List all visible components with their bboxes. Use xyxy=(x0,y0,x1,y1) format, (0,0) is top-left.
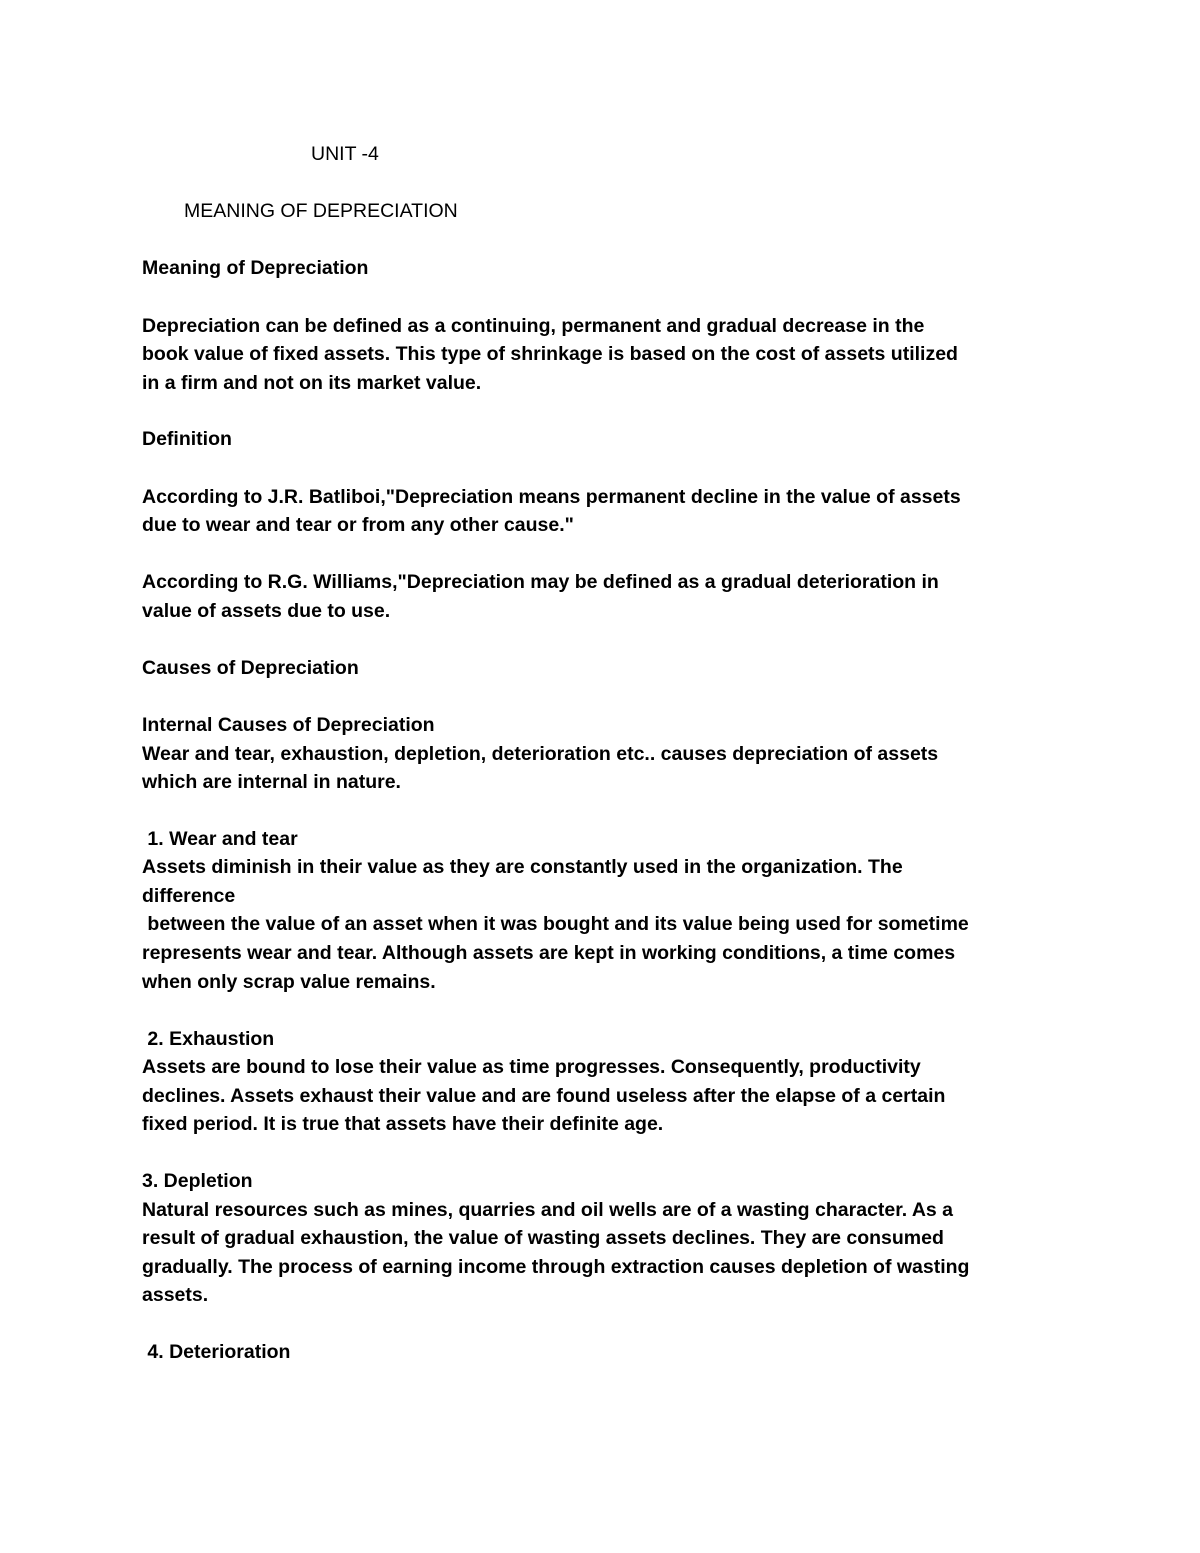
internal-causes-line: which are internal in nature. xyxy=(142,771,401,793)
wear-and-tear-line: Assets diminish in their value as they are constantly used in the organization. The xyxy=(142,856,903,878)
internal-causes-line: Wear and tear, exhaustion, depletion, deterioration etc.. causes depreciation of assets xyxy=(142,743,939,765)
wear-and-tear-line: between the value of an asset when it was bought and its value being used for sometime xyxy=(142,913,969,935)
wear-and-tear-line: difference xyxy=(142,885,236,907)
exhaustion-line: Assets are bound to lose their value as time progresses. Consequently, productivity xyxy=(142,1056,921,1078)
exhaustion-line: declines. Assets exhaust their value and are found useless after the elapse of a certain xyxy=(142,1085,946,1107)
depletion-heading: 3. Depletion xyxy=(142,1170,253,1192)
wear-and-tear-line: represents wear and tear. Although assets are kept in working conditions, a time comes xyxy=(142,942,956,964)
wear-and-tear-heading: 1. Wear and tear xyxy=(142,828,298,850)
meaning-heading: Meaning of Depreciation xyxy=(142,257,369,279)
deterioration-heading: 4. Deterioration xyxy=(142,1341,291,1363)
depletion-line: result of gradual exhaustion, the value of wasting assets declines. They are consumed xyxy=(142,1227,944,1249)
definition-williams-line: According to R.G. Williams,"Depreciation may be defined as a gradual deterioration in xyxy=(142,571,939,593)
meaning-paragraph-line: Depreciation can be defined as a continuing, permanent and gradual decrease in the xyxy=(142,315,925,337)
meaning-paragraph-line: in a firm and not on its market value. xyxy=(142,372,482,394)
definition-williams-line: value of assets due to use. xyxy=(142,600,391,622)
depletion-line: assets. xyxy=(142,1284,209,1306)
depletion-line: gradually. The process of earning income through extraction causes depletion of wasting xyxy=(142,1256,970,1278)
definition-batliboi-line: due to wear and tear or from any other cause." xyxy=(142,514,574,536)
definition-batliboi-line: According to J.R. Batliboi,"Depreciation means permanent decline in the value of assets xyxy=(142,486,961,508)
internal-causes-heading: Internal Causes of Depreciation xyxy=(142,714,435,736)
exhaustion-heading: 2. Exhaustion xyxy=(142,1028,275,1050)
depletion-line: Natural resources such as mines, quarries and oil wells are of a wasting character. As a xyxy=(142,1199,954,1221)
causes-heading: Causes of Depreciation xyxy=(142,657,359,679)
section-title: MEANING OF DEPRECIATION xyxy=(184,200,458,222)
exhaustion-line: fixed period. It is true that assets have their definite age. xyxy=(142,1113,664,1135)
wear-and-tear-line: when only scrap value remains. xyxy=(142,971,436,993)
definition-heading: Definition xyxy=(142,428,232,450)
meaning-paragraph-line: book value of fixed assets. This type of shrinkage is based on the cost of assets utilized xyxy=(142,343,958,365)
unit-title: UNIT -4 xyxy=(311,143,379,165)
